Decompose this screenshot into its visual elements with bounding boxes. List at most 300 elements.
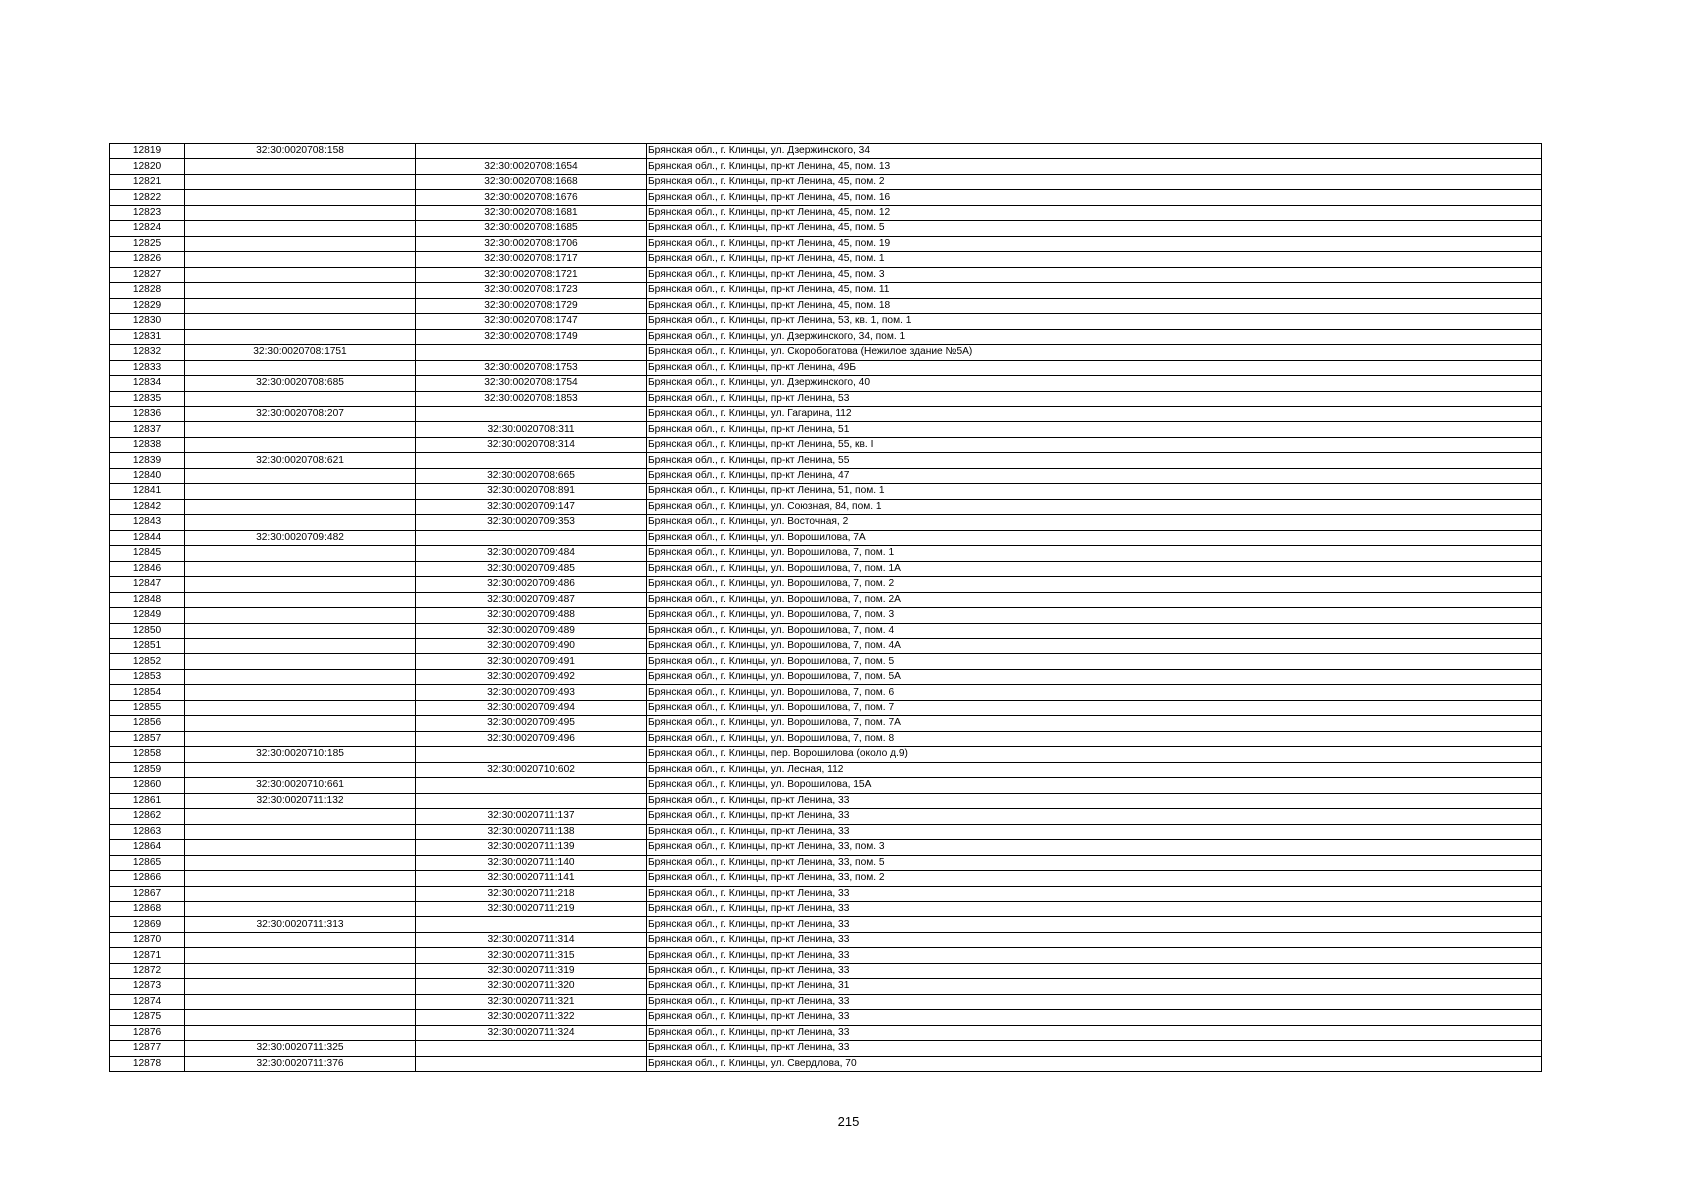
cadastral-number-cell [416, 778, 647, 793]
address-cell: Брянская обл., г. Клинцы, ул. Ворошилова, 7, пом. 8 [647, 731, 1542, 746]
row-number-cell: 12849 [110, 608, 185, 623]
address-cell: Брянская обл., г. Клинцы, ул. Ворошилова, 7, пом. 7А [647, 716, 1542, 731]
parent-cadastral-number-cell: 32:30:0020710:661 [185, 778, 416, 793]
row-number-cell: 12866 [110, 871, 185, 886]
cadastral-number-cell: 32:30:0020708:1753 [416, 360, 647, 375]
row-number-cell: 12844 [110, 530, 185, 545]
address-cell: Брянская обл., г. Клинцы, ул. Гагарина, 112 [647, 406, 1542, 421]
table-row [110, 422, 1542, 437]
cadastral-number-cell [416, 793, 647, 808]
parent-cadastral-number-cell [185, 577, 416, 592]
parent-cadastral-number-cell: 32:30:0020708:158 [185, 144, 416, 159]
address-cell: Брянская обл., г. Клинцы, ул. Ворошилова, 7, пом. 4 [647, 623, 1542, 638]
row-number-cell: 12823 [110, 205, 185, 220]
table-row [110, 654, 1542, 669]
cadastral-number-cell: 32:30:0020711:324 [416, 1025, 647, 1040]
table-row [110, 669, 1542, 684]
address-cell: Брянская обл., г. Клинцы, ул. Ворошилова, 15А [647, 778, 1542, 793]
table-row [110, 809, 1542, 824]
row-number-cell: 12870 [110, 932, 185, 947]
address-cell: Брянская обл., г. Клинцы, ул. Ворошилова, 7, пом. 2А [647, 592, 1542, 607]
table-row [110, 994, 1542, 1009]
table-row [110, 778, 1542, 793]
row-number-cell: 12835 [110, 391, 185, 406]
parent-cadastral-number-cell [185, 669, 416, 684]
address-cell: Брянская обл., г. Клинцы, ул. Ворошилова, 7, пом. 2 [647, 577, 1542, 592]
table-row [110, 592, 1542, 607]
row-number-cell: 12839 [110, 453, 185, 468]
parent-cadastral-number-cell [185, 159, 416, 174]
table-row [110, 731, 1542, 746]
cadastral-number-cell: 32:30:0020709:496 [416, 731, 647, 746]
table-row [110, 932, 1542, 947]
parent-cadastral-number-cell [185, 546, 416, 561]
table-row [110, 901, 1542, 916]
parent-cadastral-number-cell [185, 298, 416, 313]
cadastral-number-cell [416, 406, 647, 421]
cadastral-number-cell: 32:30:0020708:1706 [416, 236, 647, 251]
parent-cadastral-number-cell [185, 484, 416, 499]
address-cell: Брянская обл., г. Клинцы, пр-кт Ленина, 45, пом. 1 [647, 252, 1542, 267]
row-number-cell: 12840 [110, 468, 185, 483]
table-row [110, 406, 1542, 421]
cadastral-number-cell: 32:30:0020709:490 [416, 639, 647, 654]
parent-cadastral-number-cell [185, 932, 416, 947]
address-cell: Брянская обл., г. Клинцы, ул. Дзержинского, 34, пом. 1 [647, 329, 1542, 344]
parent-cadastral-number-cell [185, 685, 416, 700]
row-number-cell: 12878 [110, 1056, 185, 1071]
table-row [110, 917, 1542, 932]
cadastral-number-cell [416, 453, 647, 468]
address-cell: Брянская обл., г. Клинцы, пр-кт Ленина, 33, пом. 3 [647, 840, 1542, 855]
cadastral-number-cell [416, 144, 647, 159]
row-number-cell: 12832 [110, 345, 185, 360]
cadastral-number-cell [416, 1056, 647, 1071]
address-cell: Брянская обл., г. Клинцы, пр-кт Ленина, 45, пом. 19 [647, 236, 1542, 251]
parent-cadastral-number-cell: 32:30:0020708:1751 [185, 345, 416, 360]
table-row [110, 205, 1542, 220]
parent-cadastral-number-cell [185, 592, 416, 607]
address-cell: Брянская обл., г. Клинцы, пр-кт Ленина, 47 [647, 468, 1542, 483]
row-number-cell: 12865 [110, 855, 185, 870]
address-cell: Брянская обл., г. Клинцы, ул. Ворошилова, 7, пом. 6 [647, 685, 1542, 700]
parent-cadastral-number-cell [185, 886, 416, 901]
address-cell: Брянская обл., г. Клинцы, ул. Ворошилова, 7, пом. 3 [647, 608, 1542, 623]
row-number-cell: 12828 [110, 283, 185, 298]
cadastral-number-cell: 32:30:0020709:485 [416, 561, 647, 576]
parent-cadastral-number-cell [185, 437, 416, 452]
address-cell: Брянская обл., г. Клинцы, пр-кт Ленина, 45, пом. 11 [647, 283, 1542, 298]
table-row [110, 1010, 1542, 1025]
row-number-cell: 12875 [110, 1010, 185, 1025]
address-cell: Брянская обл., г. Клинцы, пр-кт Ленина, 33, пом. 2 [647, 871, 1542, 886]
row-number-cell: 12830 [110, 314, 185, 329]
row-number-cell: 12873 [110, 979, 185, 994]
cadastral-number-cell: 32:30:0020711:141 [416, 871, 647, 886]
address-cell: Брянская обл., г. Клинцы, пр-кт Ленина, 45, пом. 3 [647, 267, 1542, 282]
cadastral-number-cell: 32:30:0020709:353 [416, 515, 647, 530]
parent-cadastral-number-cell [185, 901, 416, 916]
row-number-cell: 12838 [110, 437, 185, 452]
table-row [110, 685, 1542, 700]
cadastral-number-cell: 32:30:0020708:1754 [416, 376, 647, 391]
address-cell: Брянская обл., г. Клинцы, пр-кт Ленина, 45, пом. 13 [647, 159, 1542, 174]
cadastral-number-cell [416, 917, 647, 932]
cadastral-table [109, 143, 1542, 1072]
cadastral-number-cell [416, 345, 647, 360]
cadastral-number-cell: 32:30:0020708:1747 [416, 314, 647, 329]
row-number-cell: 12846 [110, 561, 185, 576]
table-row [110, 221, 1542, 236]
cadastral-number-cell: 32:30:0020708:1685 [416, 221, 647, 236]
parent-cadastral-number-cell [185, 221, 416, 236]
address-cell: Брянская обл., г. Клинцы, ул. Дзержинского, 40 [647, 376, 1542, 391]
cadastral-number-cell: 32:30:0020709:493 [416, 685, 647, 700]
row-number-cell: 12819 [110, 144, 185, 159]
row-number-cell: 12852 [110, 654, 185, 669]
address-cell: Брянская обл., г. Клинцы, ул. Союзная, 84, пом. 1 [647, 499, 1542, 514]
table-row [110, 561, 1542, 576]
cadastral-number-cell: 32:30:0020709:488 [416, 608, 647, 623]
address-cell: Брянская обл., г. Клинцы, ул. Ворошилова, 7, пом. 4А [647, 639, 1542, 654]
parent-cadastral-number-cell [185, 871, 416, 886]
cadastral-number-cell: 32:30:0020709:486 [416, 577, 647, 592]
cadastral-number-cell: 32:30:0020708:891 [416, 484, 647, 499]
cadastral-number-cell [416, 1041, 647, 1056]
address-cell: Брянская обл., г. Клинцы, ул. Ворошилова, 7А [647, 530, 1542, 545]
row-number-cell: 12837 [110, 422, 185, 437]
parent-cadastral-number-cell [185, 252, 416, 267]
cadastral-number-cell: 32:30:0020708:1721 [416, 267, 647, 282]
parent-cadastral-number-cell [185, 963, 416, 978]
row-number-cell: 12864 [110, 840, 185, 855]
address-cell: Брянская обл., г. Клинцы, пр-кт Ленина, 45, пом. 2 [647, 174, 1542, 189]
table-row [110, 437, 1542, 452]
cadastral-number-cell: 32:30:0020711:321 [416, 994, 647, 1009]
row-number-cell: 12842 [110, 499, 185, 514]
cadastral-number-cell: 32:30:0020708:1749 [416, 329, 647, 344]
row-number-cell: 12822 [110, 190, 185, 205]
table-row [110, 840, 1542, 855]
parent-cadastral-number-cell [185, 391, 416, 406]
cadastral-number-cell: 32:30:0020708:665 [416, 468, 647, 483]
cadastral-number-cell: 32:30:0020708:311 [416, 422, 647, 437]
cadastral-number-cell: 32:30:0020708:1729 [416, 298, 647, 313]
cadastral-number-cell: 32:30:0020708:1723 [416, 283, 647, 298]
table-row [110, 530, 1542, 545]
row-number-cell: 12826 [110, 252, 185, 267]
address-cell: Брянская обл., г. Клинцы, пр-кт Ленина, 33 [647, 963, 1542, 978]
row-number-cell: 12871 [110, 948, 185, 963]
address-cell: Брянская обл., г. Клинцы, ул. Скоробогатова (Нежилое здание №5А) [647, 345, 1542, 360]
table-row [110, 468, 1542, 483]
row-number-cell: 12834 [110, 376, 185, 391]
address-cell: Брянская обл., г. Клинцы, ул. Дзержинского, 34 [647, 144, 1542, 159]
row-number-cell: 12856 [110, 716, 185, 731]
table-row [110, 484, 1542, 499]
parent-cadastral-number-cell [185, 205, 416, 220]
table-row [110, 747, 1542, 762]
address-cell: Брянская обл., г. Клинцы, пр-кт Ленина, 31 [647, 979, 1542, 994]
row-number-cell: 12847 [110, 577, 185, 592]
cadastral-number-cell: 32:30:0020711:218 [416, 886, 647, 901]
parent-cadastral-number-cell: 32:30:0020708:207 [185, 406, 416, 421]
parent-cadastral-number-cell [185, 422, 416, 437]
row-number-cell: 12859 [110, 762, 185, 777]
table-row [110, 391, 1542, 406]
table-row [110, 144, 1542, 159]
address-cell: Брянская обл., г. Клинцы, пр-кт Ленина, 33 [647, 824, 1542, 839]
address-cell: Брянская обл., г. Клинцы, ул. Ворошилова, 7, пом. 7 [647, 700, 1542, 715]
table-row [110, 298, 1542, 313]
address-cell: Брянская обл., г. Клинцы, пр-кт Ленина, 33 [647, 1041, 1542, 1056]
address-cell: Брянская обл., г. Клинцы, пр-кт Ленина, 55 [647, 453, 1542, 468]
row-number-cell: 12833 [110, 360, 185, 375]
parent-cadastral-number-cell [185, 329, 416, 344]
parent-cadastral-number-cell [185, 994, 416, 1009]
table-row [110, 376, 1542, 391]
table-row [110, 762, 1542, 777]
table-row [110, 515, 1542, 530]
parent-cadastral-number-cell [185, 809, 416, 824]
table-row [110, 252, 1542, 267]
parent-cadastral-number-cell [185, 561, 416, 576]
cadastral-table-body [110, 144, 1542, 1072]
cadastral-number-cell: 32:30:0020709:491 [416, 654, 647, 669]
address-cell: Брянская обл., г. Клинцы, пр-кт Ленина, 33 [647, 793, 1542, 808]
row-number-cell: 12851 [110, 639, 185, 654]
table-row [110, 824, 1542, 839]
table-row [110, 700, 1542, 715]
address-cell: Брянская обл., г. Клинцы, ул. Ворошилова, 7, пом. 1 [647, 546, 1542, 561]
parent-cadastral-number-cell [185, 824, 416, 839]
row-number-cell: 12877 [110, 1041, 185, 1056]
cadastral-number-cell: 32:30:0020709:489 [416, 623, 647, 638]
parent-cadastral-number-cell [185, 468, 416, 483]
row-number-cell: 12858 [110, 747, 185, 762]
row-number-cell: 12869 [110, 917, 185, 932]
cadastral-number-cell: 32:30:0020708:1717 [416, 252, 647, 267]
table-row [110, 314, 1542, 329]
parent-cadastral-number-cell [185, 267, 416, 282]
table-row [110, 499, 1542, 514]
cadastral-number-cell: 32:30:0020709:495 [416, 716, 647, 731]
parent-cadastral-number-cell: 32:30:0020711:132 [185, 793, 416, 808]
cadastral-number-cell: 32:30:0020709:147 [416, 499, 647, 514]
address-cell: Брянская обл., г. Клинцы, ул. Лесная, 112 [647, 762, 1542, 777]
cadastral-number-cell: 32:30:0020708:1853 [416, 391, 647, 406]
cadastral-number-cell: 32:30:0020711:315 [416, 948, 647, 963]
cadastral-number-cell: 32:30:0020711:319 [416, 963, 647, 978]
cadastral-number-cell: 32:30:0020710:602 [416, 762, 647, 777]
address-cell: Брянская обл., г. Клинцы, ул. Ворошилова, 7, пом. 1А [647, 561, 1542, 576]
row-number-cell: 12820 [110, 159, 185, 174]
row-number-cell: 12843 [110, 515, 185, 530]
table-row [110, 716, 1542, 731]
table-row [110, 608, 1542, 623]
table-row [110, 236, 1542, 251]
row-number-cell: 12861 [110, 793, 185, 808]
address-cell: Брянская обл., г. Клинцы, ул. Ворошилова, 7, пом. 5 [647, 654, 1542, 669]
table-row [110, 283, 1542, 298]
table-row [110, 577, 1542, 592]
address-cell: Брянская обл., г. Клинцы, пр-кт Ленина, 33 [647, 1025, 1542, 1040]
row-number-cell: 12867 [110, 886, 185, 901]
table-row [110, 871, 1542, 886]
cadastral-number-cell: 32:30:0020711:322 [416, 1010, 647, 1025]
row-number-cell: 12831 [110, 329, 185, 344]
table-row [110, 1041, 1542, 1056]
parent-cadastral-number-cell [185, 1025, 416, 1040]
parent-cadastral-number-cell: 32:30:0020709:482 [185, 530, 416, 545]
parent-cadastral-number-cell [185, 236, 416, 251]
address-cell: Брянская обл., г. Клинцы, пр-кт Ленина, 45, пом. 12 [647, 205, 1542, 220]
cadastral-number-cell: 32:30:0020709:487 [416, 592, 647, 607]
row-number-cell: 12876 [110, 1025, 185, 1040]
address-cell: Брянская обл., г. Клинцы, ул. Свердлова, 70 [647, 1056, 1542, 1071]
address-cell: Брянская обл., г. Клинцы, пр-кт Ленина, 53, кв. 1, пом. 1 [647, 314, 1542, 329]
parent-cadastral-number-cell [185, 979, 416, 994]
table-row [110, 190, 1542, 205]
parent-cadastral-number-cell [185, 762, 416, 777]
page-number: 215 [837, 1114, 860, 1129]
address-cell: Брянская обл., г. Клинцы, пр-кт Ленина, 33 [647, 994, 1542, 1009]
cadastral-number-cell: 32:30:0020708:1676 [416, 190, 647, 205]
row-number-cell: 12836 [110, 406, 185, 421]
table-row [110, 329, 1542, 344]
row-number-cell: 12821 [110, 174, 185, 189]
parent-cadastral-number-cell [185, 948, 416, 963]
row-number-cell: 12824 [110, 221, 185, 236]
parent-cadastral-number-cell: 32:30:0020708:685 [185, 376, 416, 391]
parent-cadastral-number-cell [185, 639, 416, 654]
table-row [110, 174, 1542, 189]
table-row [110, 963, 1542, 978]
address-cell: Брянская обл., г. Клинцы, пр-кт Ленина, 33 [647, 809, 1542, 824]
row-number-cell: 12848 [110, 592, 185, 607]
parent-cadastral-number-cell: 32:30:0020708:621 [185, 453, 416, 468]
cadastral-number-cell: 32:30:0020711:138 [416, 824, 647, 839]
parent-cadastral-number-cell [185, 608, 416, 623]
table-row [110, 979, 1542, 994]
parent-cadastral-number-cell [185, 499, 416, 514]
address-cell: Брянская обл., г. Клинцы, пр-кт Ленина, 33 [647, 1010, 1542, 1025]
row-number-cell: 12845 [110, 546, 185, 561]
cadastral-number-cell: 32:30:0020711:314 [416, 932, 647, 947]
row-number-cell: 12854 [110, 685, 185, 700]
table-row [110, 855, 1542, 870]
table-row [110, 948, 1542, 963]
row-number-cell: 12829 [110, 298, 185, 313]
cadastral-number-cell: 32:30:0020708:1681 [416, 205, 647, 220]
address-cell: Брянская обл., г. Клинцы, пр-кт Ленина, 51 [647, 422, 1542, 437]
cadastral-number-cell: 32:30:0020711:219 [416, 901, 647, 916]
cadastral-number-cell: 32:30:0020711:320 [416, 979, 647, 994]
parent-cadastral-number-cell [185, 314, 416, 329]
row-number-cell: 12850 [110, 623, 185, 638]
address-cell: Брянская обл., г. Клинцы, пр-кт Ленина, 49Б [647, 360, 1542, 375]
parent-cadastral-number-cell: 32:30:0020711:313 [185, 917, 416, 932]
cadastral-number-cell [416, 530, 647, 545]
cadastral-number-cell: 32:30:0020709:492 [416, 669, 647, 684]
address-cell: Брянская обл., г. Клинцы, пр-кт Ленина, 33 [647, 901, 1542, 916]
address-cell: Брянская обл., г. Клинцы, пр-кт Ленина, 45, пом. 18 [647, 298, 1542, 313]
parent-cadastral-number-cell [185, 840, 416, 855]
cadastral-number-cell: 32:30:0020711:137 [416, 809, 647, 824]
row-number-cell: 12855 [110, 700, 185, 715]
table-row [110, 546, 1542, 561]
table-row [110, 886, 1542, 901]
parent-cadastral-number-cell [185, 700, 416, 715]
parent-cadastral-number-cell [185, 174, 416, 189]
cadastral-number-cell: 32:30:0020708:314 [416, 437, 647, 452]
table-row [110, 793, 1542, 808]
row-number-cell: 12841 [110, 484, 185, 499]
cadastral-number-cell: 32:30:0020711:140 [416, 855, 647, 870]
parent-cadastral-number-cell [185, 1010, 416, 1025]
table-row [110, 453, 1542, 468]
table-row [110, 1025, 1542, 1040]
row-number-cell: 12860 [110, 778, 185, 793]
parent-cadastral-number-cell [185, 283, 416, 298]
parent-cadastral-number-cell: 32:30:0020710:185 [185, 747, 416, 762]
address-cell: Брянская обл., г. Клинцы, пр-кт Ленина, 33 [647, 948, 1542, 963]
row-number-cell: 12825 [110, 236, 185, 251]
parent-cadastral-number-cell [185, 716, 416, 731]
address-cell: Брянская обл., г. Клинцы, пр-кт Ленина, 53 [647, 391, 1542, 406]
parent-cadastral-number-cell: 32:30:0020711:325 [185, 1041, 416, 1056]
cadastral-number-cell [416, 747, 647, 762]
address-cell: Брянская обл., г. Клинцы, пер. Ворошилова (около д.9) [647, 747, 1542, 762]
table-row [110, 639, 1542, 654]
address-cell: Брянская обл., г. Клинцы, пр-кт Ленина, 45, пом. 16 [647, 190, 1542, 205]
table-row [110, 159, 1542, 174]
address-cell: Брянская обл., г. Клинцы, пр-кт Ленина, 45, пом. 5 [647, 221, 1542, 236]
parent-cadastral-number-cell [185, 515, 416, 530]
row-number-cell: 12853 [110, 669, 185, 684]
row-number-cell: 12827 [110, 267, 185, 282]
address-cell: Брянская обл., г. Клинцы, пр-кт Ленина, 55, кв. I [647, 437, 1542, 452]
address-cell: Брянская обл., г. Клинцы, ул. Ворошилова, 7, пом. 5А [647, 669, 1542, 684]
row-number-cell: 12857 [110, 731, 185, 746]
address-cell: Брянская обл., г. Клинцы, пр-кт Ленина, 33, пом. 5 [647, 855, 1542, 870]
table-row [110, 1056, 1542, 1071]
parent-cadastral-number-cell [185, 360, 416, 375]
row-number-cell: 12872 [110, 963, 185, 978]
address-cell: Брянская обл., г. Клинцы, пр-кт Ленина, 33 [647, 917, 1542, 932]
cadastral-number-cell: 32:30:0020709:494 [416, 700, 647, 715]
parent-cadastral-number-cell [185, 190, 416, 205]
row-number-cell: 12862 [110, 809, 185, 824]
address-cell: Брянская обл., г. Клинцы, пр-кт Ленина, 33 [647, 886, 1542, 901]
parent-cadastral-number-cell [185, 623, 416, 638]
cadastral-number-cell: 32:30:0020711:139 [416, 840, 647, 855]
parent-cadastral-number-cell [185, 855, 416, 870]
row-number-cell: 12868 [110, 901, 185, 916]
row-number-cell: 12863 [110, 824, 185, 839]
parent-cadastral-number-cell [185, 731, 416, 746]
address-cell: Брянская обл., г. Клинцы, пр-кт Ленина, 33 [647, 932, 1542, 947]
address-cell: Брянская обл., г. Клинцы, ул. Восточная, 2 [647, 515, 1542, 530]
table-row [110, 267, 1542, 282]
parent-cadastral-number-cell [185, 654, 416, 669]
cadastral-number-cell: 32:30:0020708:1668 [416, 174, 647, 189]
parent-cadastral-number-cell: 32:30:0020711:376 [185, 1056, 416, 1071]
table-row [110, 360, 1542, 375]
table-row [110, 623, 1542, 638]
address-cell: Брянская обл., г. Клинцы, пр-кт Ленина, 51, пом. 1 [647, 484, 1542, 499]
table-row [110, 345, 1542, 360]
